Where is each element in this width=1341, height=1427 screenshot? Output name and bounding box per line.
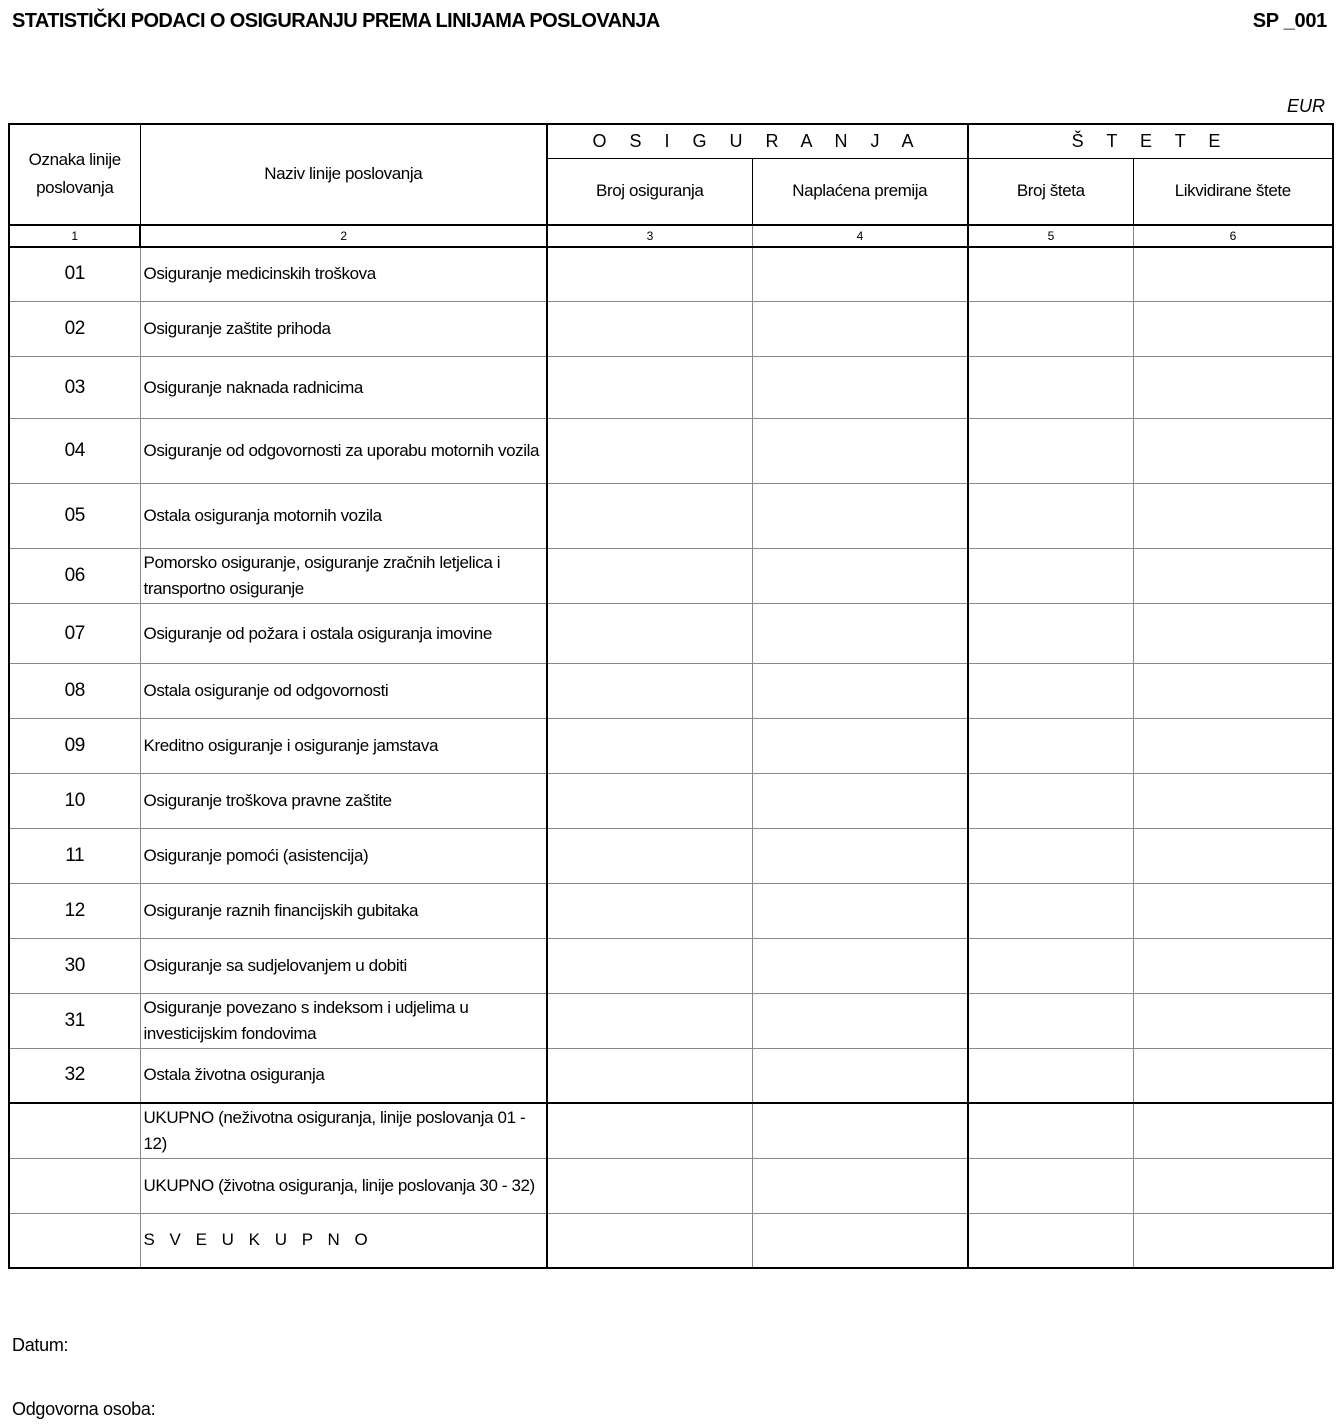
policies-input-cell[interactable]: [547, 774, 752, 829]
line-code: [9, 1214, 140, 1268]
table-row: [9, 774, 1333, 829]
line-code: 02: [9, 302, 140, 357]
policies-input-cell[interactable]: [547, 1159, 752, 1214]
claims-count-input-cell[interactable]: [968, 302, 1133, 357]
claims-paid-input-cell[interactable]: [1133, 247, 1333, 302]
line-name: S V E U K U P N O: [140, 1214, 547, 1268]
line-name: Osiguranje pomoći (asistencija): [140, 829, 547, 884]
claims-count-input-cell[interactable]: [968, 994, 1133, 1049]
line-name: Osiguranje naknada radnicima: [140, 357, 547, 419]
premium-input-cell[interactable]: [752, 939, 968, 994]
policies-input-cell[interactable]: [547, 484, 752, 549]
line-code: 09: [9, 719, 140, 774]
line-name: Osiguranje raznih financijskih gubitaka: [140, 884, 547, 939]
header-claims-count: Broj šteta: [968, 159, 1133, 225]
policies-input-cell[interactable]: [547, 604, 752, 664]
table-row: [9, 604, 1333, 664]
premium-input-cell[interactable]: [752, 1103, 968, 1159]
premium-input-cell[interactable]: [752, 829, 968, 884]
premium-input-cell[interactable]: [752, 719, 968, 774]
line-code: 31: [9, 994, 140, 1049]
claims-paid-input-cell[interactable]: [1133, 1214, 1333, 1268]
premium-input-cell[interactable]: [752, 884, 968, 939]
policies-input-cell[interactable]: [547, 247, 752, 302]
table-row: [9, 357, 1333, 419]
premium-input-cell[interactable]: [752, 1049, 968, 1103]
header-policies: Broj osiguranja: [547, 159, 752, 225]
line-code: [9, 1103, 140, 1159]
line-name: UKUPNO (neživotna osiguranja, linije poslovanja 01 - 12): [140, 1103, 547, 1159]
claims-paid-input-cell[interactable]: [1133, 484, 1333, 549]
policies-input-cell[interactable]: [547, 1103, 752, 1159]
policies-input-cell[interactable]: [547, 357, 752, 419]
line-code: 07: [9, 604, 140, 664]
premium-input-cell[interactable]: [752, 484, 968, 549]
header-premium: Naplaćena premija: [752, 159, 968, 225]
total-row: [9, 1103, 1333, 1159]
table-row: [9, 247, 1333, 302]
policies-input-cell[interactable]: [547, 1049, 752, 1103]
policies-input-cell[interactable]: [547, 719, 752, 774]
premium-input-cell[interactable]: [752, 357, 968, 419]
line-code: 03: [9, 357, 140, 419]
table-row: [9, 549, 1333, 604]
table-row: [9, 939, 1333, 994]
premium-input-cell[interactable]: [752, 1214, 968, 1268]
policies-input-cell[interactable]: [547, 1214, 752, 1268]
claims-paid-input-cell[interactable]: [1133, 829, 1333, 884]
header-code: Oznaka linije poslovanja: [9, 124, 140, 225]
line-code: 11: [9, 829, 140, 884]
line-code: 05: [9, 484, 140, 549]
claims-paid-input-cell[interactable]: [1133, 994, 1333, 1049]
responsible-person-label: Odgovorna osoba:: [12, 1399, 156, 1419]
claims-count-input-cell[interactable]: [968, 247, 1133, 302]
claims-count-input-cell[interactable]: [968, 419, 1133, 484]
line-name: Ostala osiguranje od odgovornosti: [140, 664, 547, 719]
line-name: Osiguranje povezano s indeksom i udjelima u investicijskim fondovima: [140, 994, 547, 1049]
table-row: [9, 419, 1333, 484]
claims-count-input-cell[interactable]: [968, 939, 1133, 994]
line-name: Osiguranje od požara i ostala osiguranja imovine: [140, 604, 547, 664]
line-code: 32: [9, 1049, 140, 1103]
claims-paid-input-cell[interactable]: [1133, 774, 1333, 829]
policies-input-cell[interactable]: [547, 419, 752, 484]
line-name: UKUPNO (životna osiguranja, linije poslovanja 30 - 32): [140, 1159, 547, 1214]
table-row: [9, 884, 1333, 939]
line-code: [9, 1159, 140, 1214]
claims-count-input-cell[interactable]: [968, 829, 1133, 884]
premium-input-cell[interactable]: [752, 604, 968, 664]
policies-input-cell[interactable]: [547, 994, 752, 1049]
line-name: Osiguranje medicinskih troškova: [140, 247, 547, 302]
line-name: Pomorsko osiguranje, osiguranje zračnih letjelica i transportno osiguranje: [140, 549, 547, 604]
premium-input-cell[interactable]: [752, 1159, 968, 1214]
table-row: [9, 302, 1333, 357]
claims-count-input-cell[interactable]: [968, 664, 1133, 719]
premium-input-cell[interactable]: [752, 549, 968, 604]
claims-paid-input-cell[interactable]: [1133, 939, 1333, 994]
table-row: [9, 664, 1333, 719]
policies-input-cell[interactable]: [547, 549, 752, 604]
policies-input-cell[interactable]: [547, 884, 752, 939]
date-label: Datum:: [12, 1335, 69, 1355]
line-name: Osiguranje zaštite prihoda: [140, 302, 547, 357]
table-row: [9, 829, 1333, 884]
claims-count-input-cell[interactable]: [968, 884, 1133, 939]
column-number: 6: [1133, 225, 1333, 247]
total-row: [9, 1159, 1333, 1214]
statistics-table: [8, 123, 1334, 1269]
line-name: Osiguranje sa sudjelovanjem u dobiti: [140, 939, 547, 994]
claims-paid-input-cell[interactable]: [1133, 357, 1333, 419]
claims-count-input-cell[interactable]: [968, 1159, 1133, 1214]
premium-input-cell[interactable]: [752, 994, 968, 1049]
claims-count-input-cell[interactable]: [968, 774, 1133, 829]
claims-count-input-cell[interactable]: [968, 357, 1133, 419]
line-code: 30: [9, 939, 140, 994]
claims-paid-input-cell[interactable]: [1133, 302, 1333, 357]
policies-input-cell[interactable]: [547, 939, 752, 994]
column-number: 3: [547, 225, 752, 247]
claims-count-input-cell[interactable]: [968, 1214, 1133, 1268]
column-number: 4: [752, 225, 968, 247]
form-code: SP _001: [1252, 10, 1327, 32]
column-number: 2: [140, 225, 547, 247]
premium-input-cell[interactable]: [752, 247, 968, 302]
policies-input-cell[interactable]: [547, 664, 752, 719]
claims-count-input-cell[interactable]: [968, 484, 1133, 549]
claims-count-input-cell[interactable]: [968, 1103, 1133, 1159]
line-code: 08: [9, 664, 140, 719]
claims-paid-input-cell[interactable]: [1133, 1103, 1333, 1159]
claims-count-input-cell[interactable]: [968, 604, 1133, 664]
premium-input-cell[interactable]: [752, 302, 968, 357]
claims-paid-input-cell[interactable]: [1133, 664, 1333, 719]
header-claims-paid: Likvidirane štete: [1133, 159, 1333, 225]
claims-paid-input-cell[interactable]: [1133, 719, 1333, 774]
line-name: Ostala životna osiguranja: [140, 1049, 547, 1103]
claims-count-input-cell[interactable]: [968, 549, 1133, 604]
claims-paid-input-cell[interactable]: [1133, 604, 1333, 664]
line-code: 10: [9, 774, 140, 829]
claims-count-input-cell[interactable]: [968, 1049, 1133, 1103]
header-name: Naziv linije poslovanja: [140, 124, 547, 225]
line-code: 06: [9, 549, 140, 604]
column-number: 5: [968, 225, 1133, 247]
claims-paid-input-cell[interactable]: [1133, 1159, 1333, 1214]
table-row: [9, 1049, 1333, 1103]
page-title: STATISTIČKI PODACI O OSIGURANJU PREMA LINIJAMA POSLOVANJA: [12, 10, 660, 32]
table-row: [9, 719, 1333, 774]
header-group-claims: Š T E T E: [968, 124, 1333, 159]
line-name: Kreditno osiguranje i osiguranje jamstava: [140, 719, 547, 774]
line-code: 01: [9, 247, 140, 302]
policies-input-cell[interactable]: [547, 302, 752, 357]
column-number: 1: [9, 225, 140, 247]
premium-input-cell[interactable]: [752, 419, 968, 484]
line-name: Osiguranje od odgovornosti za uporabu motornih vozila: [140, 419, 547, 484]
claims-paid-input-cell[interactable]: [1133, 1049, 1333, 1103]
claims-paid-input-cell[interactable]: [1133, 549, 1333, 604]
claims-count-input-cell[interactable]: [968, 719, 1133, 774]
policies-input-cell[interactable]: [547, 829, 752, 884]
premium-input-cell[interactable]: [752, 664, 968, 719]
total-row: [9, 1214, 1333, 1268]
line-name: Osiguranje troškova pravne zaštite: [140, 774, 547, 829]
currency-label: EUR: [1286, 96, 1325, 116]
line-code: 12: [9, 884, 140, 939]
premium-input-cell[interactable]: [752, 774, 968, 829]
table-row: [9, 994, 1333, 1049]
claims-paid-input-cell[interactable]: [1133, 884, 1333, 939]
table-row: [9, 484, 1333, 549]
line-code: 04: [9, 419, 140, 484]
line-name: Ostala osiguranja motornih vozila: [140, 484, 547, 549]
claims-paid-input-cell[interactable]: [1133, 419, 1333, 484]
header-group-insurance: O S I G U R A N J A: [547, 124, 968, 159]
